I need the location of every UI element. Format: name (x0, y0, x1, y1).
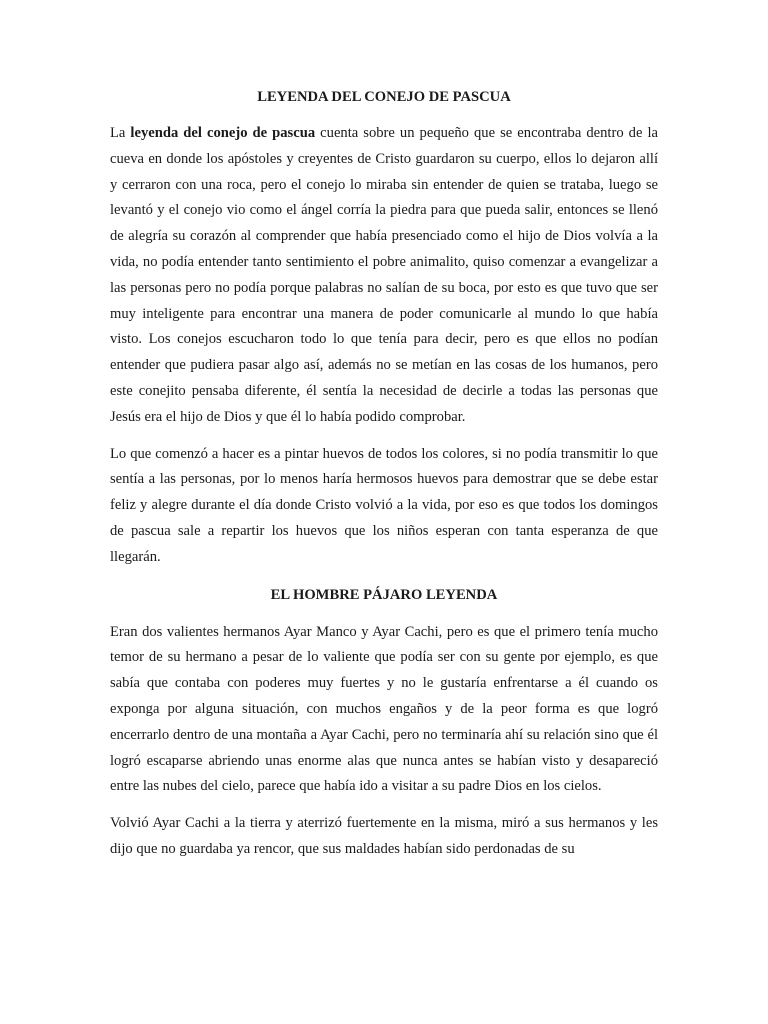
paragraph-regreso: Volvió Ayar Cachi a la tierra y aterrizó fuertemente en la misma, miró a sus hermanos y les dijo que no guardaba ya rencor, que sus maldades habían sido perdonadas de su (110, 815, 658, 857)
paragraph-hermanos: Eran dos valientes hermanos Ayar Manco y Ayar Cachi, pero es que el primero tenía mucho temor de su hermano a pesar de lo valiente que podía ser con su gente por ejemplo, es que sabía que contaba con poderes muy fuertes y no le gustaría enfrentarse a él cuando os exponga por alguna situación, con muchos engaños y de la peor forma es que logró encerrarlo dentro de una montaña a Ayar Cachi, pero no terminaría ahí su relación sino que él logró escaparse abriendo unas enorme alas que nunca antes se habían visto y desapareció entre las nubes del cielo, parece que había ido a visitar a su padre Dios en los cielos. (110, 623, 658, 795)
section-title-hombre-pajaro: EL HOMBRE PÁJARO LEYENDA (270, 586, 498, 603)
section-title-conejo: LEYENDA DEL CONEJO DE PASCUA (257, 89, 511, 105)
bold-phrase: leyenda del conejo de pascua (130, 125, 316, 141)
paragraph-conejo-intro (110, 121, 658, 431)
paragraph-lead: La (110, 125, 131, 141)
document-page (110, 84, 658, 874)
paragraph-body: cuenta sobre un pequeño que se encontraba dentro de la cueva en donde los apóstoles y creyentes de Cristo guardaron su cuerpo, ellos lo dejaron allí y cerraron con una roca, pero el conejo lo miraba sin entender de quien se trataba, luego se levantó y el conejo vio como el ángel corría la piedra para que pueda salir, entonces se llenó de alegría su corazón al comprender que había presenciado como el hijo de Dios volvía a la vida, no podía entender tanto sentimiento el pobre animalito, quiso comenzar a evangelizar a las personas pero no podía porque palabras no salían de su boca, por esto es que tuvo que ser muy inteligente para encontrar una manera de poder comunicarle al mundo lo que había visto. Los conejos escucharon todo lo que tenía para decir, pero es que ellos no podían entender que pudiera pasar algo así, además no se metían en las cosas de los humanos, pero este conejito pensaba diferente, él sentía la necesidad de decirle a todas las personas que Jesús era el hijo de Dios y que él lo había podido comprobar. (110, 125, 658, 425)
paragraph-conejo-huevos: Lo que comenzó a hacer es a pintar huevos de todos los colores, si no podía transmitir lo que sentía a las personas, por lo menos haría hermosos huevos para demostrar que se debe estar feliz y alegre durante el día donde Cristo volvió a la vida, por eso es que todos los domingos de pascua sale a repartir los huevos que los niños esperan con tanta esperanza de que llegarán. (110, 445, 658, 565)
